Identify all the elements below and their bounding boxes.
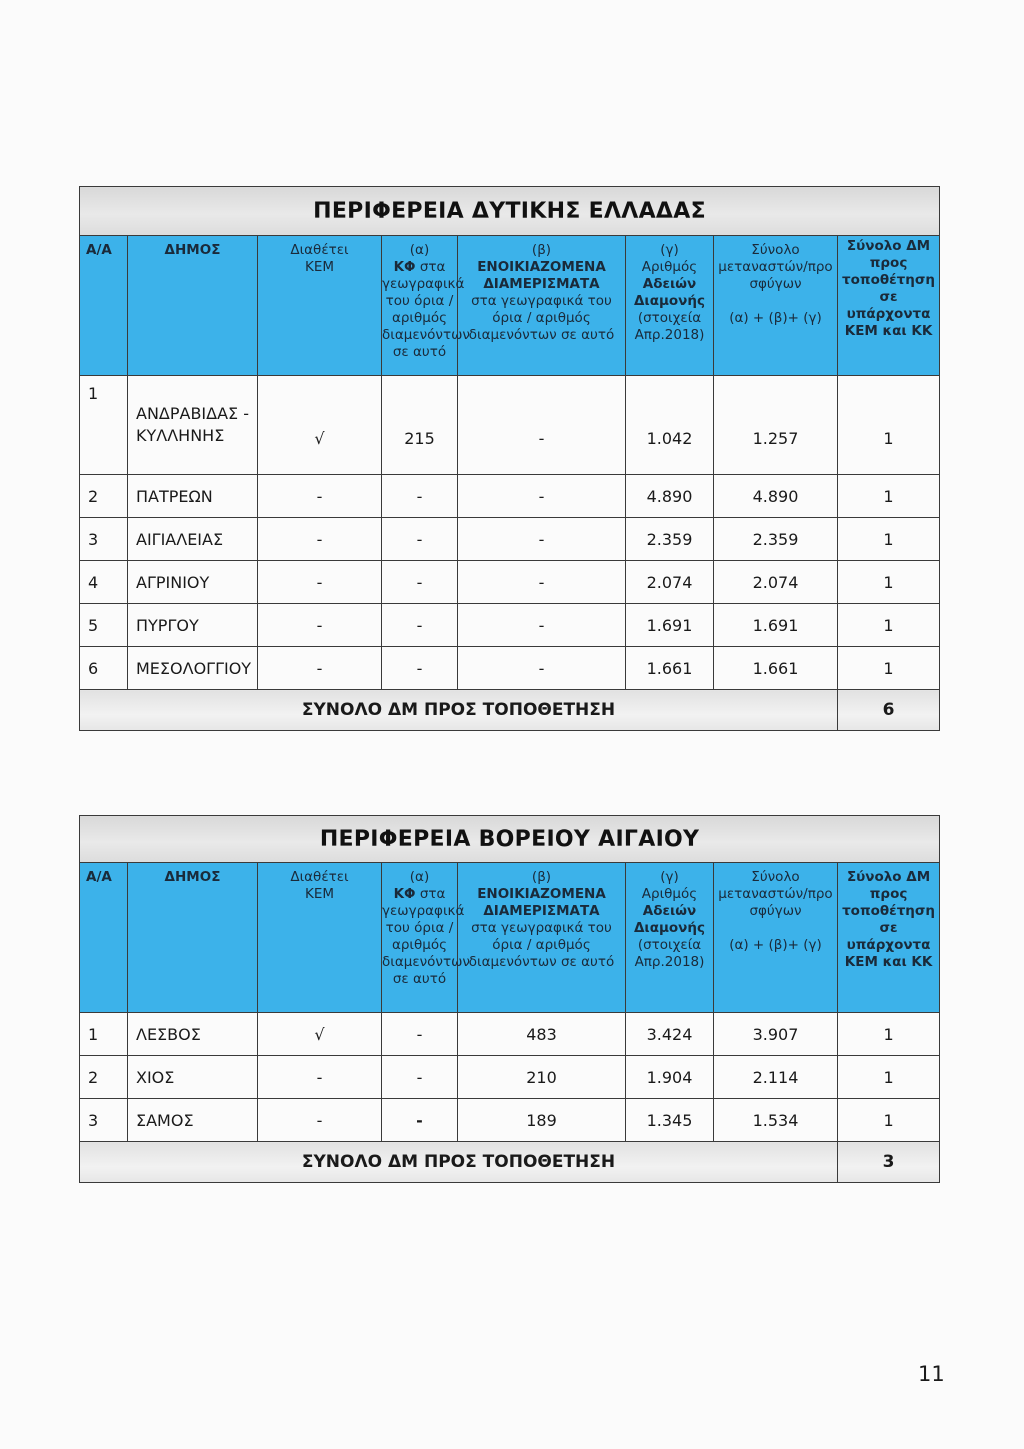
col-total-header: Σύνολο μεταναστών/προ σφύγων (α) + (β)+ (γ) [714, 236, 838, 376]
cell-b: 189 [458, 1099, 626, 1142]
cell-dimos: ΠΑΤΡΕΩΝ [128, 475, 258, 518]
cell-aa: 5 [80, 604, 128, 647]
cell-c: 2.359 [626, 518, 714, 561]
cell-c: 1.345 [626, 1099, 714, 1142]
cell-c: 2.074 [626, 561, 714, 604]
cell-c: 1.661 [626, 647, 714, 690]
cell-dimos: ΑΓΡΙΝΙΟΥ [128, 561, 258, 604]
cell-total: 2.114 [714, 1056, 838, 1099]
cell-aa: 3 [80, 1099, 128, 1142]
cell-dm: 1 [838, 1013, 940, 1056]
cell-dm: 1 [838, 647, 940, 690]
cell-a: - [382, 561, 458, 604]
table-row [80, 376, 940, 475]
cell-aa: 3 [80, 518, 128, 561]
cell-total: 2.359 [714, 518, 838, 561]
cell-aa: 2 [80, 475, 128, 518]
cell-a: - [382, 1056, 458, 1099]
table-row [80, 1099, 940, 1142]
col-dimos-header: ΔΗΜΟΣ [128, 863, 258, 1013]
col-kem-header: Διαθέτει ΚΕΜ [258, 236, 382, 376]
cell-a: - [382, 604, 458, 647]
cell-kem: - [258, 561, 382, 604]
cell-c: 1.691 [626, 604, 714, 647]
cell-total: 1.534 [714, 1099, 838, 1142]
col-kem-header: Διαθέτει ΚΕΜ [258, 863, 382, 1013]
col-c-header: (γ) Αριθμός Αδειών Διαμονής (στοιχεία Απρ.2018) [626, 236, 714, 376]
col-dm-header: Σύνολο ΔΜ προς τοποθέτηση σε υπάρχοντα ΚΕΜ και ΚΚ [838, 863, 940, 1013]
cell-b: - [458, 475, 626, 518]
cell-a: - [382, 518, 458, 561]
cell-dimos: ΑΙΓΙΑΛΕΙΑΣ [128, 518, 258, 561]
cell-aa: 1 [80, 1013, 128, 1056]
cell-kem: - [258, 647, 382, 690]
cell-kem: - [258, 604, 382, 647]
cell-kem: - [258, 1099, 382, 1142]
cell-kem: √ [258, 1013, 382, 1056]
table-row [80, 1013, 940, 1056]
col-dimos-header: ΔΗΜΟΣ [128, 236, 258, 376]
cell-total: 1.691 [714, 604, 838, 647]
cell-b: 210 [458, 1056, 626, 1099]
cell-total: 4.890 [714, 475, 838, 518]
cell-c: 4.890 [626, 475, 714, 518]
cell-kem: - [258, 475, 382, 518]
region-title: ΠΕΡΙΦΕΡΕΙΑ ΔΥΤΙΚΗΣ ΕΛΛΑΔΑΣ [80, 187, 940, 236]
cell-total: 1.661 [714, 647, 838, 690]
cell-dimos: ΜΕΣΟΛΟΓΓΙΟΥ [128, 647, 258, 690]
cell-b: 483 [458, 1013, 626, 1056]
col-total-header: Σύνολο μεταναστών/προ σφύγων (α) + (β)+ (γ) [714, 863, 838, 1013]
cell-dm: 1 [838, 518, 940, 561]
col-a-header: (α) ΚΦ στα γεωγραφικά του όρια / αριθμός διαμενόντων σε αυτό [382, 236, 458, 376]
cell-c: 1.042 [626, 376, 714, 475]
summary-row [80, 1142, 940, 1183]
cell-aa: 4 [80, 561, 128, 604]
cell-dimos: ΑΝΔΡΑΒΙΔΑΣ - ΚΥΛΛΗΝΗΣ [128, 376, 258, 475]
summary-label: ΣΥΝΟΛΟ ΔΜ ΠΡΟΣ ΤΟΠΟΘΕΤΗΣΗ [80, 690, 838, 731]
table-row [80, 475, 940, 518]
table-voreiou-aigaiou [79, 815, 940, 1183]
cell-a: - [382, 647, 458, 690]
cell-kem: - [258, 1056, 382, 1099]
col-b-header: (β) ΕΝΟΙΚΙΑΖΟΜΕΝΑ ΔΙΑΜΕΡΙΣΜΑΤΑ στα γεωγραφικά του όρια / αριθμός διαμενόντων σε αυτό [458, 863, 626, 1013]
col-aa-header: Α/Α [80, 236, 128, 376]
cell-dm: 1 [838, 376, 940, 475]
table-row [80, 561, 940, 604]
cell-b: - [458, 518, 626, 561]
cell-dm: 1 [838, 561, 940, 604]
cell-b: - [458, 647, 626, 690]
cell-dm: 1 [838, 1099, 940, 1142]
cell-dimos: ΠΥΡΓΟΥ [128, 604, 258, 647]
table-row [80, 647, 940, 690]
table-row [80, 604, 940, 647]
cell-dimos: ΛΕΣΒΟΣ [128, 1013, 258, 1056]
cell-kem: √ [258, 376, 382, 475]
col-dm-header: Σύνολο ΔΜ προς τοποθέτηση σε υπάρχοντα ΚΕΜ και ΚΚ [838, 236, 940, 376]
table-row [80, 518, 940, 561]
summary-row [80, 690, 940, 731]
cell-a: - [382, 1013, 458, 1056]
summary-value: 6 [838, 690, 940, 731]
cell-aa: 1 [80, 376, 128, 475]
cell-dm: 1 [838, 1056, 940, 1099]
table-dytikis-elladas [79, 186, 940, 731]
col-b-header: (β) ΕΝΟΙΚΙΑΖΟΜΕΝΑ ΔΙΑΜΕΡΙΣΜΑΤΑ στα γεωγραφικά του όρια / αριθμός διαμενόντων σε αυτό [458, 236, 626, 376]
cell-c: 1.904 [626, 1056, 714, 1099]
table-row [80, 1056, 940, 1099]
cell-a: 215 [382, 376, 458, 475]
cell-dimos: ΣΑΜΟΣ [128, 1099, 258, 1142]
cell-dm: 1 [838, 475, 940, 518]
cell-b: - [458, 604, 626, 647]
cell-dimos: ΧΙΟΣ [128, 1056, 258, 1099]
cell-aa: 6 [80, 647, 128, 690]
cell-a: - [382, 1099, 458, 1142]
cell-dm: 1 [838, 604, 940, 647]
cell-total: 3.907 [714, 1013, 838, 1056]
cell-a: - [382, 475, 458, 518]
summary-value: 3 [838, 1142, 940, 1183]
cell-total: 1.257 [714, 376, 838, 475]
page-number: 11 [918, 1362, 945, 1386]
cell-b: - [458, 376, 626, 475]
cell-kem: - [258, 518, 382, 561]
col-a-header: (α) ΚΦ στα γεωγραφικά του όρια / αριθμός διαμενόντων σε αυτό [382, 863, 458, 1013]
cell-aa: 2 [80, 1056, 128, 1099]
summary-label: ΣΥΝΟΛΟ ΔΜ ΠΡΟΣ ΤΟΠΟΘΕΤΗΣΗ [80, 1142, 838, 1183]
cell-b: - [458, 561, 626, 604]
col-aa-header: Α/Α [80, 863, 128, 1013]
cell-total: 2.074 [714, 561, 838, 604]
cell-c: 3.424 [626, 1013, 714, 1056]
region-title: ΠΕΡΙΦΕΡΕΙΑ ΒΟΡΕΙΟΥ ΑΙΓΑΙΟΥ [80, 816, 940, 863]
col-c-header: (γ) Αριθμός Αδειών Διαμονής (στοιχεία Απρ.2018) [626, 863, 714, 1013]
